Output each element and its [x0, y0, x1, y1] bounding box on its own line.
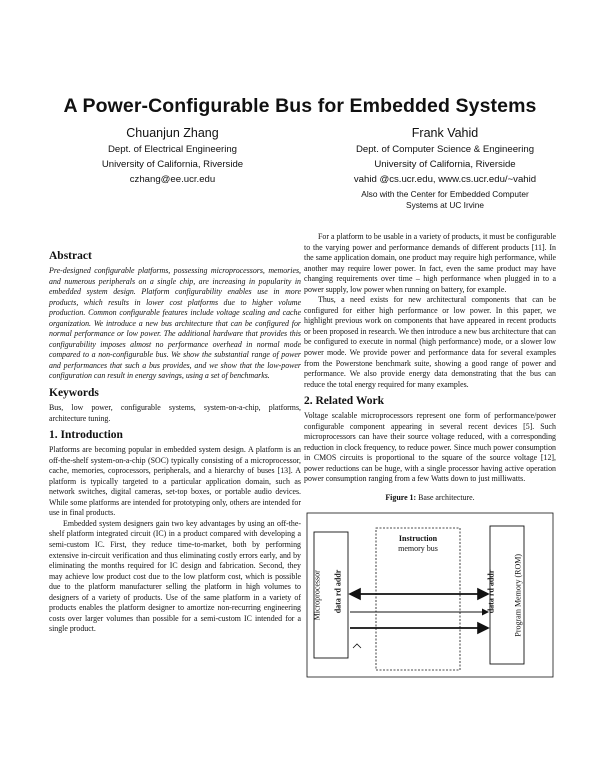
- left-addr-label: addr: [333, 569, 343, 586]
- author-name: Frank Vahid: [411, 126, 479, 140]
- author-block-1: [60, 124, 285, 187]
- author-dept: Dept. of Computer Science & Engineering: [355, 144, 535, 155]
- chevron-up-icon: [353, 644, 361, 648]
- author-note-line-2: Systems at UC Irvine: [406, 200, 484, 210]
- right-addr-label: addr: [486, 569, 496, 586]
- left-rd-label: rd: [333, 587, 343, 596]
- related-work-heading: 2. Related Work: [304, 395, 384, 408]
- author-university: University of California, Riverside: [101, 159, 244, 170]
- figure-caption-text: Base architecture.: [418, 493, 475, 503]
- intro-paragraph-1: Platforms are becoming popular in embedded system design. A platform is an off-the-shelf system-on-a-chip (SOC) typically consisting of a microprocessor, cache, memories, coprocessors, peripherals, and a hierarchy of buses [13]. A platform is typically targeted to a particular application domain, such as network switches, digital cameras, set-top boxes, or portable audio devices. While some platforms are intended for prototyping only, others are intended for use in final products.: [49, 445, 301, 518]
- right-rd-label: rd: [486, 587, 496, 596]
- bus-title: Instruction: [398, 533, 438, 543]
- program-memory-label: Program Memory (ROM): [513, 553, 523, 637]
- microprocessor-pins: [333, 569, 345, 613]
- author-note: [320, 189, 570, 211]
- base-architecture-diagram: [304, 510, 556, 680]
- author-note-line-1: Also with the Center for Embedded Computer: [361, 189, 529, 199]
- paper-title: A Power-Configurable Bus for Embedded Systems: [63, 95, 537, 117]
- left-column: [49, 232, 301, 635]
- right-data-label: data: [486, 597, 496, 613]
- bus-subtitle: memory bus: [398, 543, 438, 553]
- author-email: vahid @cs.ucr.edu, www.cs.ucr.edu/~vahid: [353, 174, 537, 185]
- figure-caption-label: Figure 1:: [385, 493, 417, 503]
- intro-paragraph-4: Thus, a need exists for new architectural components that can be configured for either high performance or low power. In this paper, we highlight previous work on components that have appeared in recent products or been proposed in research. We then introduce a new bus architecture that can be configured to execute in normal (high performance) mode, or a slower low power mode. We provide power and performance data for several examples from the Powerstone benchmark suite, showing a good range of power and performance. We also provide energy data demonstrating that the bus can reduce the total energy required for many examples.: [304, 295, 556, 389]
- figure-caption: [304, 493, 556, 504]
- program-memory-pins: [486, 569, 498, 613]
- abstract-text: Pre-designed configurable platforms, possessing microprocessors, memories, and numerous peripherals on a single chip, are increasing in popularity in embedded system design. Platform configurability enables use in more products, which results in lower cost platforms due to higher volume production. Common configurable features include voltage scaling and cache organization. We introduce a new bus architecture that can be configured for normal performance or low power. The additional hardware that provides this configurability imposes almost no performance overhead in normal mode compared to a non-configurable bus. We show the substantial range of power and performances that such a bus provides, and we show that the low-power configuration can result in energy savings, using a set of benchmarks.: [49, 266, 301, 381]
- intro-paragraph-3: For a platform to be usable in a variety of products, it must be configurable to the varying power and performance demands of different products [11]. In the same application domain, one product may require high performance, while another may require lower power. In fact, even the same product may have changing requirements over time – high performance when plugged in to a power supply, low power when running on battery, for example.: [304, 232, 556, 294]
- author-email: czhang@ee.ucr.edu: [129, 174, 216, 185]
- right-column: [304, 232, 556, 680]
- keywords-text: Bus, low power, configurable systems, system-on-a-chip, platforms, architecture tuning.: [49, 403, 301, 423]
- author-university: University of California, Riverside: [374, 159, 516, 170]
- author-block-2: [320, 124, 570, 211]
- introduction-heading: 1. Introduction: [49, 429, 123, 442]
- instruction-bus-label: [378, 534, 458, 554]
- abstract-heading: Abstract: [49, 250, 92, 262]
- microprocessor-label: Microprocessor: [312, 569, 322, 620]
- related-work-paragraph-1: Voltage scalable microprocessors represent one form of performance/power configurable component appearing in several recent devices [5]. Such microprocessors can have their source voltage reduced, with a corresponding reduction in clock frequency, to reduce power. Since much power consumption in CMOS circuits is proportional to the square of the source voltage [12], power reductions can be huge, with a single processor having active operation power consumption ranging from a few Watts down to just milliwatts.: [304, 411, 556, 484]
- author-dept: Dept. of Electrical Engineering: [107, 144, 238, 155]
- keywords-heading: Keywords: [49, 387, 99, 400]
- left-data-label: data: [333, 597, 343, 613]
- intro-paragraph-2: Embedded system designers gain two key advantages by using an off-the-shelf platform integrated circuit (IC) in a product compared with developing a semi-custom IC. First, they reduce time-to-market, both by performing extensive in-circuit verification and thus eliminating costly errors early, and by eliminating the months required for IC design and fabrication. Second, they may achieve low product cost due to the low platform cost, which is possible due to the platform manufacturer selling the platform in high volumes to designers of a variety of products. Use of the same platform in a variety of products enables the platform designer to amortize non-recurring engineering costs over larger volumes than possible for a semi-custom IC intended for a single product.: [49, 518, 301, 634]
- author-name: Chuanjun Zhang: [126, 126, 219, 140]
